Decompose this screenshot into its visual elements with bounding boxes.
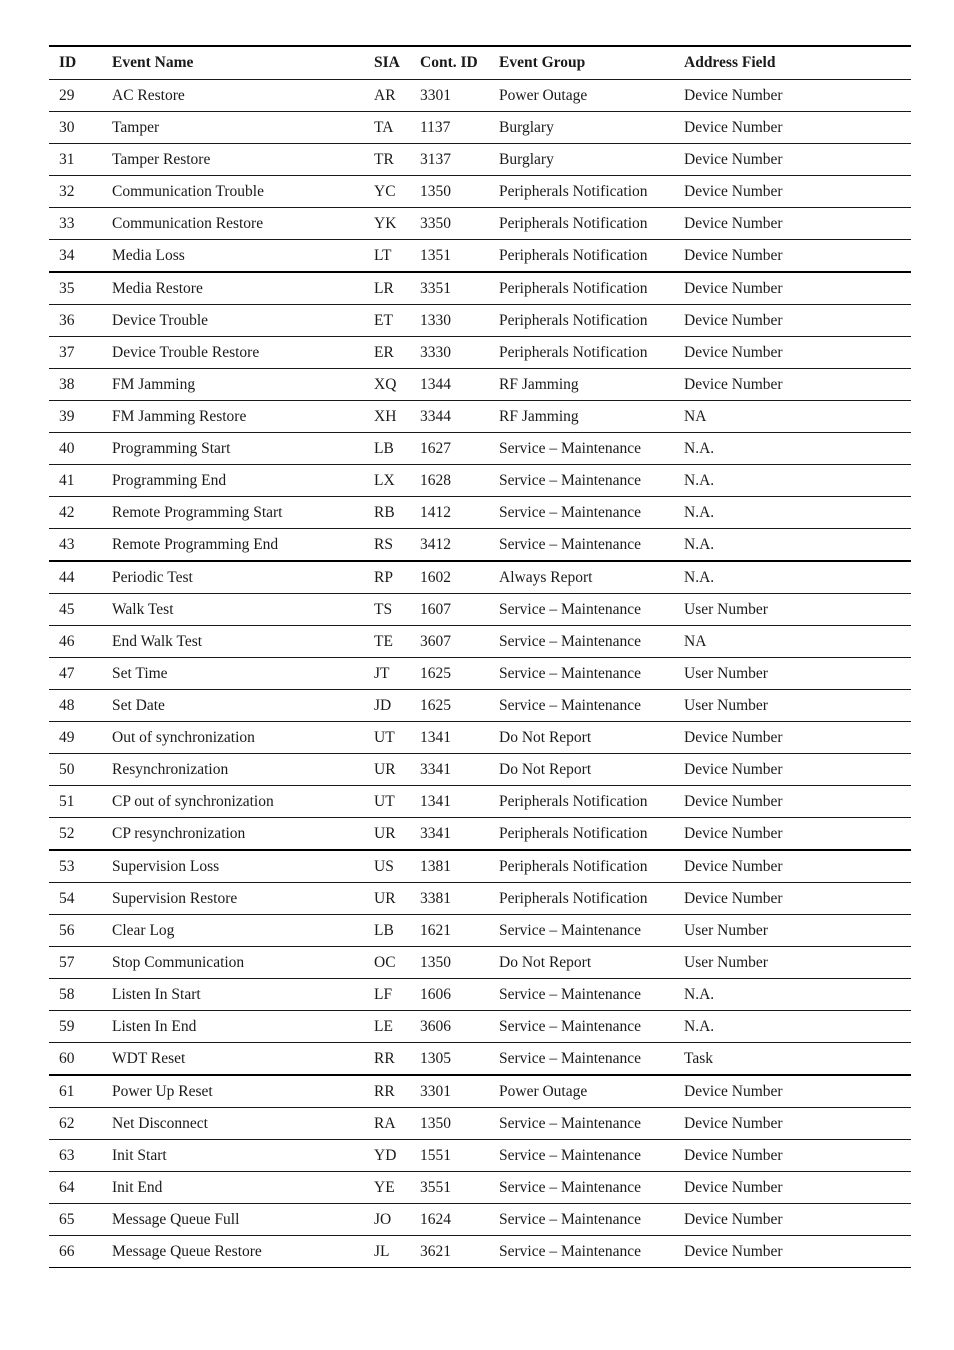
cell-cont-id: 3351 <box>420 272 499 305</box>
cell-event-name: Clear Log <box>112 915 374 947</box>
cell-address-field: Device Number <box>684 754 911 786</box>
cell-event-name: End Walk Test <box>112 626 374 658</box>
cell-cont-id: 3301 <box>420 80 499 112</box>
cell-address-field: Device Number <box>684 337 911 369</box>
cell-cont-id: 1624 <box>420 1204 499 1236</box>
cell-address-field: N.A. <box>684 433 911 465</box>
cell-event-name: Out of synchronization <box>112 722 374 754</box>
table-row <box>49 272 911 305</box>
cell-event-name: Periodic Test <box>112 561 374 594</box>
cell-id: 36 <box>49 305 112 337</box>
table-row <box>49 561 911 594</box>
cell-event-group: Service – Maintenance <box>499 497 684 529</box>
cell-sia: UR <box>374 818 420 851</box>
cell-cont-id: 3341 <box>420 754 499 786</box>
cell-cont-id: 1627 <box>420 433 499 465</box>
cell-event-group: Service – Maintenance <box>499 690 684 722</box>
cell-event-group: Service – Maintenance <box>499 1172 684 1204</box>
cell-address-field: Device Number <box>684 883 911 915</box>
cell-event-name: Supervision Loss <box>112 850 374 883</box>
cell-id: 41 <box>49 465 112 497</box>
table-body <box>49 80 911 1268</box>
cell-event-group: Service – Maintenance <box>499 1204 684 1236</box>
cell-id: 52 <box>49 818 112 851</box>
cell-address-field: Device Number <box>684 1236 911 1268</box>
cell-sia: RS <box>374 529 420 562</box>
cell-event-group: Peripherals Notification <box>499 240 684 273</box>
table-row <box>49 722 911 754</box>
cell-id: 57 <box>49 947 112 979</box>
cell-cont-id: 3607 <box>420 626 499 658</box>
cell-event-group: Service – Maintenance <box>499 465 684 497</box>
cell-event-name: Set Date <box>112 690 374 722</box>
cell-cont-id: 1330 <box>420 305 499 337</box>
cell-event-group: Power Outage <box>499 1075 684 1108</box>
cell-cont-id: 1607 <box>420 594 499 626</box>
table-row <box>49 497 911 529</box>
cell-event-name: Media Loss <box>112 240 374 273</box>
cell-event-group: Service – Maintenance <box>499 529 684 562</box>
table-row <box>49 658 911 690</box>
cell-address-field: N.A. <box>684 497 911 529</box>
cell-event-name: Net Disconnect <box>112 1108 374 1140</box>
cell-event-name: Message Queue Restore <box>112 1236 374 1268</box>
table-row <box>49 1108 911 1140</box>
cell-cont-id: 1412 <box>420 497 499 529</box>
cell-event-name: CP out of synchronization <box>112 786 374 818</box>
cell-event-name: Set Time <box>112 658 374 690</box>
cell-event-group: Peripherals Notification <box>499 337 684 369</box>
cell-id: 53 <box>49 850 112 883</box>
cell-event-group: Do Not Report <box>499 947 684 979</box>
header-address-field: Address Field <box>684 46 911 80</box>
cell-cont-id: 1628 <box>420 465 499 497</box>
cell-sia: UR <box>374 883 420 915</box>
cell-cont-id: 3412 <box>420 529 499 562</box>
cell-sia: XH <box>374 401 420 433</box>
cell-event-group: Peripherals Notification <box>499 883 684 915</box>
table-row <box>49 754 911 786</box>
cell-event-group: Service – Maintenance <box>499 1236 684 1268</box>
cell-cont-id: 1625 <box>420 658 499 690</box>
cell-address-field: Device Number <box>684 850 911 883</box>
cell-id: 48 <box>49 690 112 722</box>
cell-cont-id: 3381 <box>420 883 499 915</box>
cell-sia: AR <box>374 80 420 112</box>
cell-address-field: User Number <box>684 947 911 979</box>
cell-event-name: AC Restore <box>112 80 374 112</box>
cell-cont-id: 1137 <box>420 112 499 144</box>
cell-sia: LB <box>374 915 420 947</box>
cell-id: 42 <box>49 497 112 529</box>
cell-sia: JL <box>374 1236 420 1268</box>
cell-cont-id: 3350 <box>420 208 499 240</box>
table-row <box>49 112 911 144</box>
cell-event-name: WDT Reset <box>112 1043 374 1076</box>
cell-id: 30 <box>49 112 112 144</box>
cell-sia: TA <box>374 112 420 144</box>
cell-address-field: N.A. <box>684 1011 911 1043</box>
cell-event-group: RF Jamming <box>499 369 684 401</box>
table-row <box>49 305 911 337</box>
cell-sia: ER <box>374 337 420 369</box>
cell-sia: UR <box>374 754 420 786</box>
cell-sia: TE <box>374 626 420 658</box>
cell-cont-id: 1621 <box>420 915 499 947</box>
cell-sia: RA <box>374 1108 420 1140</box>
cell-event-name: Init End <box>112 1172 374 1204</box>
cell-address-field: Device Number <box>684 305 911 337</box>
table-row <box>49 1140 911 1172</box>
cell-event-group: Power Outage <box>499 80 684 112</box>
cell-event-name: Media Restore <box>112 272 374 305</box>
cell-sia: YK <box>374 208 420 240</box>
cell-sia: RP <box>374 561 420 594</box>
cell-event-name: Stop Communication <box>112 947 374 979</box>
cell-id: 43 <box>49 529 112 562</box>
cell-event-group: Service – Maintenance <box>499 1011 684 1043</box>
table-row <box>49 176 911 208</box>
cell-event-group: Service – Maintenance <box>499 1140 684 1172</box>
cell-sia: US <box>374 850 420 883</box>
cell-sia: RR <box>374 1075 420 1108</box>
cell-id: 40 <box>49 433 112 465</box>
cell-sia: ET <box>374 305 420 337</box>
table-row <box>49 626 911 658</box>
cell-event-name: FM Jamming <box>112 369 374 401</box>
cell-event-name: Listen In End <box>112 1011 374 1043</box>
cell-event-group: Peripherals Notification <box>499 176 684 208</box>
cell-event-name: Listen In Start <box>112 979 374 1011</box>
cell-sia: LT <box>374 240 420 273</box>
table-row <box>49 529 911 562</box>
cell-address-field: Device Number <box>684 1075 911 1108</box>
table-row <box>49 1075 911 1108</box>
cell-address-field: Device Number <box>684 369 911 401</box>
cell-id: 58 <box>49 979 112 1011</box>
cell-address-field: Device Number <box>684 1172 911 1204</box>
table-row <box>49 594 911 626</box>
table-row <box>49 369 911 401</box>
cell-sia: LE <box>374 1011 420 1043</box>
table-row <box>49 979 911 1011</box>
cell-cont-id: 3621 <box>420 1236 499 1268</box>
cell-address-field: Device Number <box>684 240 911 273</box>
cell-event-name: Message Queue Full <box>112 1204 374 1236</box>
cell-id: 50 <box>49 754 112 786</box>
cell-cont-id: 1305 <box>420 1043 499 1076</box>
table-row <box>49 690 911 722</box>
cell-event-group: Service – Maintenance <box>499 594 684 626</box>
cell-address-field: Task <box>684 1043 911 1076</box>
cell-event-group: Service – Maintenance <box>499 658 684 690</box>
cell-address-field: User Number <box>684 915 911 947</box>
cell-address-field: Device Number <box>684 208 911 240</box>
cell-event-name: Tamper <box>112 112 374 144</box>
cell-cont-id: 3137 <box>420 144 499 176</box>
cell-event-group: Peripherals Notification <box>499 786 684 818</box>
table-row <box>49 883 911 915</box>
cell-event-name: Device Trouble Restore <box>112 337 374 369</box>
cell-address-field: Device Number <box>684 80 911 112</box>
cell-event-group: Burglary <box>499 112 684 144</box>
cell-event-group: Peripherals Notification <box>499 272 684 305</box>
cell-cont-id: 3344 <box>420 401 499 433</box>
cell-cont-id: 1341 <box>420 786 499 818</box>
table-row <box>49 144 911 176</box>
cell-address-field: Device Number <box>684 272 911 305</box>
cell-event-name: Communication Trouble <box>112 176 374 208</box>
table-row <box>49 786 911 818</box>
cell-sia: UT <box>374 786 420 818</box>
cell-event-group: Peripherals Notification <box>499 305 684 337</box>
table-row <box>49 1011 911 1043</box>
cell-address-field: Device Number <box>684 112 911 144</box>
cell-id: 59 <box>49 1011 112 1043</box>
cell-cont-id: 3330 <box>420 337 499 369</box>
cell-event-group: Do Not Report <box>499 722 684 754</box>
cell-sia: UT <box>374 722 420 754</box>
cell-id: 63 <box>49 1140 112 1172</box>
cell-id: 33 <box>49 208 112 240</box>
cell-sia: JO <box>374 1204 420 1236</box>
cell-address-field: N.A. <box>684 561 911 594</box>
cell-cont-id: 3551 <box>420 1172 499 1204</box>
header-event-group: Event Group <box>499 46 684 80</box>
cell-event-name: Programming End <box>112 465 374 497</box>
cell-id: 47 <box>49 658 112 690</box>
table-row <box>49 80 911 112</box>
cell-sia: LF <box>374 979 420 1011</box>
cell-event-group: Burglary <box>499 144 684 176</box>
cell-address-field: N.A. <box>684 979 911 1011</box>
cell-id: 56 <box>49 915 112 947</box>
cell-id: 46 <box>49 626 112 658</box>
cell-sia: JD <box>374 690 420 722</box>
cell-cont-id: 1381 <box>420 850 499 883</box>
cell-id: 65 <box>49 1204 112 1236</box>
cell-sia: OC <box>374 947 420 979</box>
cell-event-name: FM Jamming Restore <box>112 401 374 433</box>
cell-event-group: Peripherals Notification <box>499 208 684 240</box>
cell-cont-id: 1344 <box>420 369 499 401</box>
cell-id: 38 <box>49 369 112 401</box>
cell-address-field: User Number <box>684 690 911 722</box>
cell-address-field: User Number <box>684 658 911 690</box>
table-row <box>49 1172 911 1204</box>
cell-event-group: Service – Maintenance <box>499 626 684 658</box>
cell-event-name: CP resynchronization <box>112 818 374 851</box>
table-row <box>49 947 911 979</box>
cell-id: 34 <box>49 240 112 273</box>
cell-event-group: Service – Maintenance <box>499 915 684 947</box>
cell-id: 66 <box>49 1236 112 1268</box>
cell-id: 37 <box>49 337 112 369</box>
cell-cont-id: 3341 <box>420 818 499 851</box>
cell-cont-id: 1351 <box>420 240 499 273</box>
cell-event-group: Do Not Report <box>499 754 684 786</box>
cell-cont-id: 3301 <box>420 1075 499 1108</box>
cell-sia: TR <box>374 144 420 176</box>
events-table <box>49 45 911 1268</box>
cell-address-field: Device Number <box>684 818 911 851</box>
cell-address-field: Device Number <box>684 1108 911 1140</box>
cell-address-field: Device Number <box>684 176 911 208</box>
table-row <box>49 850 911 883</box>
table-row <box>49 818 911 851</box>
table-row <box>49 208 911 240</box>
cell-id: 61 <box>49 1075 112 1108</box>
cell-event-name: Device Trouble <box>112 305 374 337</box>
table-header <box>49 46 911 80</box>
cell-sia: TS <box>374 594 420 626</box>
cell-event-group: Peripherals Notification <box>499 850 684 883</box>
cell-event-name: Programming Start <box>112 433 374 465</box>
table-row <box>49 1204 911 1236</box>
cell-id: 62 <box>49 1108 112 1140</box>
cell-event-name: Resynchronization <box>112 754 374 786</box>
cell-event-name: Remote Programming Start <box>112 497 374 529</box>
header-id: ID <box>49 46 112 80</box>
table-row <box>49 240 911 273</box>
cell-event-group: Always Report <box>499 561 684 594</box>
cell-cont-id: 1341 <box>420 722 499 754</box>
cell-address-field: NA <box>684 626 911 658</box>
cell-id: 51 <box>49 786 112 818</box>
cell-event-group: Service – Maintenance <box>499 979 684 1011</box>
cell-id: 44 <box>49 561 112 594</box>
cell-id: 35 <box>49 272 112 305</box>
header-sia: SIA <box>374 46 420 80</box>
header-cont-id: Cont. ID <box>420 46 499 80</box>
cell-address-field: Device Number <box>684 722 911 754</box>
cell-event-name: Power Up Reset <box>112 1075 374 1108</box>
header-event-name: Event Name <box>112 46 374 80</box>
cell-sia: XQ <box>374 369 420 401</box>
cell-id: 45 <box>49 594 112 626</box>
cell-cont-id: 3606 <box>420 1011 499 1043</box>
table-row <box>49 337 911 369</box>
cell-address-field: User Number <box>684 594 911 626</box>
cell-id: 54 <box>49 883 112 915</box>
cell-address-field: N.A. <box>684 529 911 562</box>
cell-event-name: Communication Restore <box>112 208 374 240</box>
cell-event-name: Walk Test <box>112 594 374 626</box>
cell-sia: JT <box>374 658 420 690</box>
cell-sia: LB <box>374 433 420 465</box>
cell-cont-id: 1350 <box>420 1108 499 1140</box>
cell-address-field: Device Number <box>684 1140 911 1172</box>
table-row <box>49 433 911 465</box>
table-row <box>49 401 911 433</box>
cell-sia: RR <box>374 1043 420 1076</box>
cell-event-name: Tamper Restore <box>112 144 374 176</box>
cell-sia: LR <box>374 272 420 305</box>
table-row <box>49 915 911 947</box>
cell-id: 29 <box>49 80 112 112</box>
header-row <box>49 46 911 80</box>
cell-sia: YE <box>374 1172 420 1204</box>
table-row <box>49 1043 911 1076</box>
table-row <box>49 1236 911 1268</box>
cell-address-field: Device Number <box>684 786 911 818</box>
cell-event-group: Service – Maintenance <box>499 1108 684 1140</box>
cell-id: 32 <box>49 176 112 208</box>
cell-address-field: N.A. <box>684 465 911 497</box>
cell-cont-id: 1606 <box>420 979 499 1011</box>
cell-event-name: Supervision Restore <box>112 883 374 915</box>
cell-id: 64 <box>49 1172 112 1204</box>
table-row <box>49 465 911 497</box>
cell-id: 49 <box>49 722 112 754</box>
cell-address-field: NA <box>684 401 911 433</box>
cell-id: 31 <box>49 144 112 176</box>
cell-event-group: Peripherals Notification <box>499 818 684 851</box>
cell-cont-id: 1551 <box>420 1140 499 1172</box>
cell-address-field: Device Number <box>684 144 911 176</box>
cell-event-name: Init Start <box>112 1140 374 1172</box>
cell-event-group: RF Jamming <box>499 401 684 433</box>
cell-sia: YC <box>374 176 420 208</box>
cell-id: 60 <box>49 1043 112 1076</box>
cell-event-name: Remote Programming End <box>112 529 374 562</box>
cell-cont-id: 1350 <box>420 176 499 208</box>
cell-cont-id: 1350 <box>420 947 499 979</box>
cell-address-field: Device Number <box>684 1204 911 1236</box>
cell-sia: LX <box>374 465 420 497</box>
cell-cont-id: 1602 <box>420 561 499 594</box>
cell-id: 39 <box>49 401 112 433</box>
cell-event-group: Service – Maintenance <box>499 1043 684 1076</box>
cell-sia: YD <box>374 1140 420 1172</box>
cell-cont-id: 1625 <box>420 690 499 722</box>
cell-event-group: Service – Maintenance <box>499 433 684 465</box>
cell-sia: RB <box>374 497 420 529</box>
